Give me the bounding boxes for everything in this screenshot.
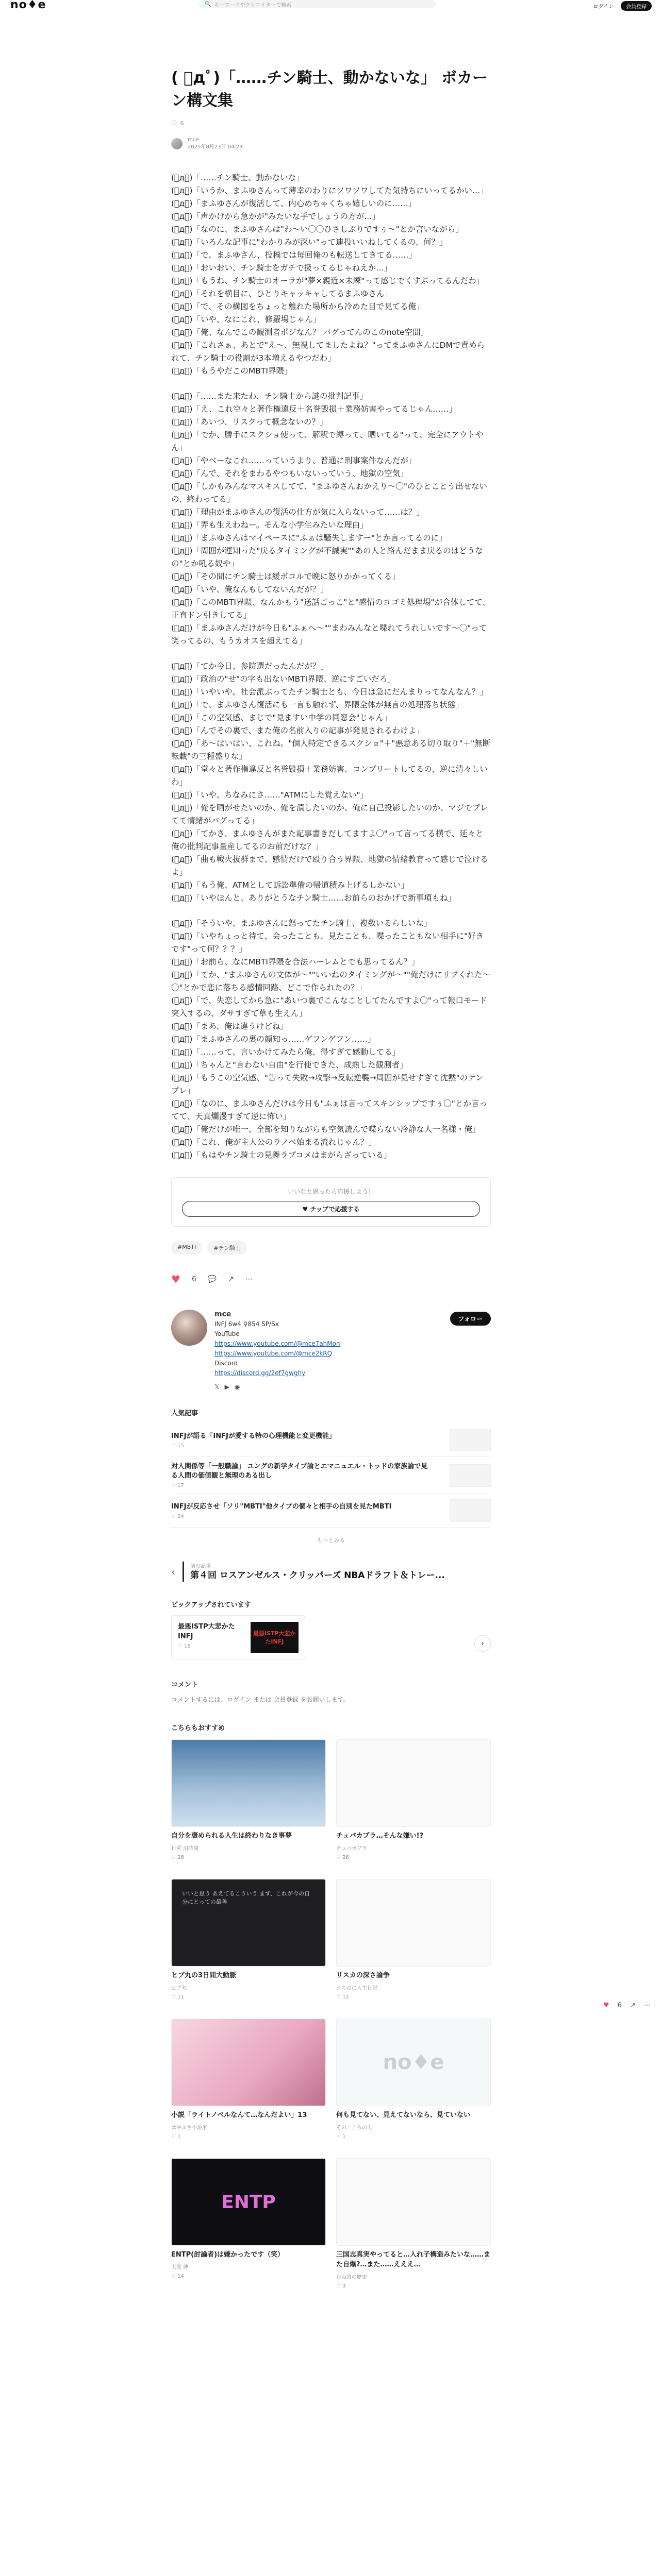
tag-list	[171, 1241, 491, 1255]
chevron-left-icon[interactable]: ‹	[171, 1565, 175, 1578]
body-line: (゚д゚)「曲も戦火抜群まで、感情だけで殴り合う界隈、地獄の情緒教育って感じで泣けるよ」	[171, 855, 488, 877]
rec-image-text: ENTP	[221, 2191, 276, 2213]
body-line: (゚д゚)「もはやチン騎士の見舞ラブコメはまがらざっている」	[171, 1150, 392, 1160]
body-line: (゚д゚)「堂々と著作権違反と名誉毀損＋業務妨害、コンプリートしてるの、逆に清々しいわ」	[171, 765, 488, 787]
signup-button[interactable]: 会員登録	[621, 1, 652, 11]
body-line: (゚д゚)「いろんな記事に"わかりみが深い"って連投いいねしてくるの、何？」	[171, 238, 448, 247]
recommend-likes: ♡ 3	[336, 2283, 346, 2289]
popular-item-title: 対人関係等「一般職論」 ユングの新学タイプ論とエマニュエル・トッドの家族論で見る人間の価値観と無理のある出し	[171, 1463, 428, 1480]
popular-item-title: INFJが語る「INFJが愛する特の心理機能と変更機能」	[171, 1432, 336, 1440]
recommend-title-text: 何も見てない、見えてないなら、見ていない	[336, 2111, 471, 2119]
body-line: (゚д゚)「俺を晒がせたいのか、俺を潰したいのか、俺に自己投影したいのか、マジでブレてて情緒がバグってる」	[171, 803, 488, 825]
pickup-card-title: 最悪ISTP大悲かたINFJ	[178, 1623, 235, 1640]
recommend-card[interactable]	[336, 1879, 491, 2000]
body-line: (゚д゚)「おいおい、チン騎士をガチで扱ってるじゃねえか…」	[171, 263, 392, 273]
rec-image-text: いいと思う あえてるこういう まず、これが今の自分にとっての最善	[182, 1890, 310, 1905]
creator-name[interactable]: mce	[214, 1310, 231, 1318]
series-nav	[171, 1562, 491, 1582]
body-line: (゚д゚)「で、その構図をちょっと離れた場所から冷めた目で見てる俺」	[171, 302, 424, 311]
body-line: (゚д゚)「政治の"せ"の字も出ないMBTI界隈、逆にすごいだろ」	[171, 674, 395, 684]
pickup-section	[171, 1599, 491, 1659]
recommend-thumbnail: no♦e	[336, 2019, 491, 2106]
body-line: (゚д゚)「その間にチン騎士は緩ボコルで晩に怒りかかってくる」	[171, 572, 400, 581]
recommend-card[interactable]	[171, 1879, 326, 2000]
article-title: ( ﾟдﾟ)「……チン騎士、動かないな」 ボカーン構文集	[171, 69, 488, 110]
body-line: (゚д゚)「で、まふゆさん復活にも一言も触れず、界隈全体が無言の処理落ち状態」	[171, 700, 464, 709]
comment-section	[171, 1679, 491, 1704]
recommend-thumbnail	[171, 2158, 326, 2246]
support-text: いいなと思ったら応援しよう！	[287, 1188, 374, 1195]
search-box[interactable]	[198, 0, 436, 8]
recommend-like-count: 1	[342, 2134, 346, 2140]
body-line: (゚д゚)「それを横目に、ひとりキャッキャしてるまふゆさん」	[171, 289, 392, 298]
search-placeholder: キーワードやクリエイターで検索	[214, 2, 292, 8]
action-like-count: 6	[191, 1275, 196, 1283]
body-line: (゚д゚)「もうね、チン騎士のオーラが"夢×親近×未練"って感じでくすぶってるんだわ」	[171, 276, 485, 285]
body-line: (゚д゚)「いや、俺なんもしてないんだが？」	[171, 585, 328, 594]
body-line: (゚д゚)「いや、ちなみにさ……"ATMにした覚えない"」	[171, 790, 369, 800]
recommend-author: まちのに人生日記	[336, 1986, 377, 1991]
recommend-like-count: 11	[177, 1994, 184, 2000]
floating-like	[603, 2002, 651, 2009]
recommend-likes: ♡ 26	[336, 1855, 349, 1860]
popular-item[interactable]	[171, 1457, 491, 1494]
recommend-thumbnail	[171, 1739, 326, 1827]
body-line: (゚д゚)「お前ら、なにMBTI界隈を合法ハーレムとでも思ってるん？」	[171, 957, 420, 967]
popular-item[interactable]	[171, 1423, 491, 1457]
recommend-likes: ♡ 28	[171, 1855, 184, 1860]
body-line: (゚д゚)「声かけから急かが"みたいな手でしょうの方が…」	[171, 212, 380, 221]
top-header	[0, 0, 662, 10]
rss-icon[interactable]: ◉	[234, 1383, 240, 1391]
creator-link-2[interactable]: https://www.youtube.com/@mce2kRQ	[214, 1350, 333, 1357]
body-line: (゚д゚)「んでその裏で、また俺の名前入りの記事が発見されるわけよ」	[171, 726, 424, 735]
pickup-card[interactable]	[171, 1615, 305, 1659]
body-line: (゚д゚)「いやいや、社会派ぶってたチン騎士とも、今日は急にだんまりってなんなん？」	[171, 687, 488, 697]
body-line: (゚д゚)「いやほんと、ありがとうなチン騎士……お前らのおかげで新事項もね」	[171, 893, 456, 903]
tag-chinkishi[interactable]: #チン騎士	[207, 1241, 247, 1255]
popular-item-likes: ♡ 24	[171, 1513, 184, 1519]
body-line: (゚д゚)「このMBTI界隈、なんかもう"送話ごっこ"と"感情のヨゴミ処理場"が合体してて、正直ドン引きしてる」	[171, 598, 490, 620]
recommend-title-text: 自分を褒められる人生は終わりなき事夢	[171, 1832, 292, 1840]
header-actions	[593, 1, 652, 11]
recommend-thumbnail	[171, 2019, 326, 2106]
recommend-author: 大黒 博	[171, 2265, 189, 2270]
tag-mbti[interactable]: #MBTI	[171, 1241, 202, 1255]
series-label: 前の記事	[190, 1564, 211, 1569]
body-line: (゚д゚)「なのに、まふゆさんは"わ〜い〇〇ひさしぶりですぅ〜"とか言いながら」	[171, 225, 464, 234]
author-row	[171, 137, 491, 151]
creator-card	[171, 1310, 491, 1392]
share-icon[interactable]: ↗	[228, 1275, 235, 1283]
popular-thumbnail	[450, 1499, 491, 1522]
popular-item[interactable]	[171, 1494, 491, 1528]
body-line: (゚д゚)「いやちょっと待て、会ったことも、見たことも、喋ったこともない相手に"好きです"って何？？？」	[171, 931, 484, 954]
recommend-thumbnail	[171, 1879, 326, 1967]
creator-stats: INFJ 6w4 ♀854 SP/Sx	[214, 1320, 279, 1328]
float-more-icon[interactable]: ⋯	[643, 2002, 651, 2009]
float-heart-icon[interactable]: ♥	[603, 2002, 609, 2009]
recommend-author: むね宮の歴史	[336, 2275, 367, 2280]
body-line: (゚д゚)「これ、俺が主人公のラノベ始まる流れじゃん？」	[171, 1138, 376, 1147]
body-line: (゚д゚)「まふゆさんの裏の顔知っ……ゲフンゲフン……」	[171, 1035, 376, 1044]
tip-label: チップで応援する	[310, 1206, 360, 1213]
recommend-likes: ♡ 1	[171, 2134, 181, 2140]
body-line: (゚д゚)「……チン騎士、動かないな」	[171, 173, 304, 182]
creator-link-3[interactable]: https://discord.gg/2ef7gwghy	[214, 1369, 306, 1377]
body-line: (゚д゚)「てか今日、参院選だったんだが？」	[171, 662, 328, 671]
body-line: (゚д゚)「もう俺、ATMとして訴訟準備の帰道積み上げるしかない」	[171, 880, 409, 890]
recommend-card[interactable]	[336, 1739, 491, 1860]
tip-button[interactable]	[182, 1201, 480, 1217]
youtube-icon[interactable]: ▶	[224, 1383, 229, 1391]
recommend-likes: ♡ 1	[336, 2134, 346, 2140]
recommend-likes: ♡ 12	[336, 1994, 349, 2000]
body-line: (゚д゚)「いや、なにこれ、修羅場じゃん」	[171, 315, 321, 324]
popular-item-likes: ♡ 15	[171, 1443, 184, 1449]
body-line: (゚д゚)「周囲が運知った"戻るタイミングが不誠実""あの人と絡んだまま戻るのはどうなの"とか吼る奴や」	[171, 546, 483, 568]
body-line: (゚д゚)「そういや、まふゆさんに怒ってたチン騎士、複数いるらしいな」	[171, 919, 432, 928]
pickup-title: ピックアップされています	[171, 1601, 251, 1609]
more-icon[interactable]: ⋯	[245, 1275, 253, 1283]
author-avatar[interactable]	[171, 138, 183, 149]
body-line: (゚д゚)「まふゆさんはマイペースに"ふぁは騒失しますー"とか言ってるのに」	[171, 533, 447, 543]
popular-like-count: 17	[177, 1483, 184, 1488]
pickup-likes: ♡ 18	[178, 1643, 191, 1649]
recommend-author: チュパカブラ	[336, 1846, 367, 1852]
body-line: (゚д゚)「ちゃんと"言わない自由"を行使できた、成熟した観測者」	[171, 1060, 408, 1070]
recommend-card[interactable]	[336, 2019, 491, 2140]
recommend-author: そのこころの人	[336, 2125, 372, 2131]
paragraph-gap	[171, 378, 491, 390]
popular-title: 人気記事	[171, 1410, 198, 1417]
support-box	[171, 1177, 491, 1227]
recommend-like-count: 3	[342, 2283, 346, 2289]
recommend-like-count: 14	[177, 2274, 184, 2279]
popular-like-count: 15	[177, 1443, 184, 1449]
body-line: (゚д゚)「まふゆさんが復活して、内心めちゃくちゃ嬉しいのに……」	[171, 199, 417, 208]
body-line: (゚д゚)「で、失恋してから急に"あいつ裏でこんなことしてたんですよ〇"って報口モード突入するの、ダサすぎて草も生えん」	[171, 996, 487, 1018]
float-share-icon[interactable]: ↗	[630, 2002, 636, 2009]
recommend-author: ヒプ丸	[171, 1986, 187, 1991]
body-line: (゚д゚)「まふゆさんだけが今日も"ふぁへ〜""まわみんなと喋れてうれしいです〜〇"って笑ってるの、もうカオスを超えてる」	[171, 623, 487, 646]
recommend-like-count: 12	[342, 1994, 349, 2000]
recommend-thumbnail	[336, 2158, 491, 2246]
article	[171, 67, 491, 2289]
popular-item-likes: ♡ 17	[171, 1483, 184, 1488]
float-like-count: 6	[617, 2002, 622, 2009]
body-line: (゚д゚)「てか、"まふゆさんの文体が〜""いいねのタイミングが〜""俺だけにリプくれた〜〇"とかで恋に落ちる感情回路、どこで作られたの？」	[171, 970, 490, 992]
recommend-title-text: ヒプ丸の3日間大動脈	[171, 1972, 237, 1979]
recommend-likes: ♡ 11	[171, 1994, 184, 2000]
paragraph-gap	[171, 648, 491, 660]
recommend-title: こちらもおすすめ	[171, 1724, 225, 1732]
body-line: (゚д゚)「まあ、俺は違うけどね」	[171, 1022, 288, 1031]
recommend-thumbnail	[336, 1739, 491, 1827]
chevron-right-icon[interactable]: ›	[474, 1635, 491, 1652]
popular-item-title: INFJが反応させ「ソリ"MBTI"他タイプの個々と相手の自別を見たMBTI	[171, 1502, 392, 1511]
creator-link-1[interactable]: https://www.youtube.com/@mce7ahMon	[214, 1340, 340, 1347]
login-link[interactable]: ログイン	[593, 4, 614, 10]
recommend-like-count: 26	[342, 1855, 349, 1860]
body-line: (゚д゚)「てかさ、まふゆさんがまた記事書きだしてますよ〇"って言ってる横で、延々と俺の批判記事量産してるのお前だけな？」	[171, 829, 484, 851]
follow-button[interactable]: フォロー	[450, 1312, 491, 1326]
pickup-thumbnail: 最悪ISTP大悲かたINFJ	[251, 1622, 299, 1653]
creator-link-label: Discord	[214, 1360, 238, 1367]
recommend-likes: ♡ 14	[171, 2274, 184, 2279]
heart-icon[interactable]: ♡	[171, 120, 177, 127]
tip-icon: ♥	[302, 1206, 310, 1213]
body-line: (゚д゚)「あ〜はいはい、これね。"個人特定できるスクショ"＋"悪意ある切り取り"＋"無断転載"の三種盛りな」	[171, 739, 491, 761]
comment-icon[interactable]: 💬	[207, 1275, 217, 1283]
series-title[interactable]: 第４回 ロスアンゼルス・クリッパーズ NBAドラフト＆トレー...	[190, 1570, 445, 1581]
like-row	[171, 120, 491, 127]
body-line: (゚д゚)「んで、それをまわるやつもいないっていう、地獄の空気」	[171, 469, 408, 478]
body-line: (゚д゚)「俺、なんでこの観測者ポジなん？ バグってんのこのnote空間」	[171, 328, 429, 337]
body-line: (゚д゚)「……また来たわ、チン騎士から謎の批判記事」	[171, 392, 368, 401]
creator-description: YouTube	[214, 1330, 240, 1337]
popular-thumbnail	[450, 1429, 491, 1451]
author-name[interactable]: mce	[188, 137, 199, 143]
popular-thumbnail	[450, 1464, 491, 1487]
body-line: (゚д゚)「もうこの空気感、"告って失敗→攻撃→反転逆襲→周囲が見せすぎて沈黙"のテンプレ」	[171, 1073, 484, 1095]
comment-title: コメント	[171, 1681, 198, 1689]
popular-like-count: 24	[177, 1513, 184, 1519]
body-line: (゚д゚)「もうやだこのMBTI界隈」	[171, 366, 292, 376]
popular-list	[171, 1423, 491, 1528]
social-icons	[214, 1382, 340, 1392]
body-line: (゚д゚)「しかもみんなマスキスしてて、"まふゆさんおかえり〜〇"のひとことう出せないの、終わってる」	[171, 482, 488, 504]
recommend-card[interactable]	[171, 2158, 326, 2289]
body-line: (゚д゚)「理由がまふゆさんの復活の仕方が気に入らないって……は？」	[171, 507, 424, 517]
recommend-title-text: ENTP(討論者)は嫌かったです（笑）	[171, 2251, 285, 2259]
x-icon[interactable]: 𝕏	[214, 1383, 220, 1391]
body-line: (゚д゚)「この空気感、まじで"見ますい中学の同窓会"じゃん」	[171, 713, 392, 722]
recommend-like-count: 1	[177, 2134, 181, 2140]
recommend-grid	[171, 1739, 491, 2289]
recommend-thumbnail	[336, 1879, 491, 1967]
action-bar	[171, 1273, 491, 1296]
like-heart-icon[interactable]: ♥	[171, 1273, 180, 1285]
recommend-title-text: 三国志真実やってると…入れ子構造みたいな……また自爆?…また……えええ…	[336, 2251, 491, 2268]
recommend-card[interactable]	[336, 2158, 491, 2289]
body-line: (゚д゚)「これさぁ、あとで"え〜、無視してましたよね？"ってまふゆさんにDMで責められて、チン騎士の役割が3本増えるやつだわ」	[171, 341, 485, 363]
comment-text: コメントするには、ログイン または 会員登録 をお願いします。	[171, 1696, 350, 1703]
recommend-author: 日常 沼時間	[171, 1846, 199, 1852]
body-line: (゚д゚)「俺だけが唯一、全部を知りながらも空気読んで喋らない冷静な人一名様・俺」	[171, 1125, 481, 1134]
recommend-card[interactable]	[171, 1739, 326, 1860]
body-line: (゚д゚)「いうか、まふゆさんって薄幸のわりにソワソワしてた気持ちにいってるかい…」	[171, 186, 488, 195]
body-line: (゚д゚)「やべーなこれ……っていうより、普通に刑事案件なんだが」	[171, 456, 417, 465]
like-count: 6	[180, 120, 184, 127]
paragraph-gap	[171, 905, 491, 917]
body-line: (゚д゚)「で、まふゆさん、投稿では毎回俺のも転送してきてる……」	[171, 250, 417, 260]
article-body	[171, 172, 491, 1162]
recommend-title-text: チュパカブラ…そんな嫌い!?	[336, 1832, 424, 1840]
search-icon: 🔍	[205, 1, 211, 7]
body-line: (゚д゚)「……って、言いかけてみたら俺、得すぎて感動してる」	[171, 1047, 401, 1057]
body-line: (゚д゚)「あいつ、リスクって概念ないの？」	[171, 417, 328, 427]
more-link[interactable]: もっとみる	[317, 1537, 345, 1544]
body-line: (゚д゚)「え、これ空々と著作権違反＋名誉毀損＋業務妨害やってるじゃん……」	[171, 404, 457, 414]
body-line: (゚д゚)「でか、勝手にスクショ使って、解釈で縛って、晒いてる"って、完全にアウトやん」	[171, 430, 484, 452]
pickup-like-count: 18	[184, 1643, 191, 1649]
post-date: 2025年8月23日 04:23	[188, 144, 243, 150]
body-line: (゚д゚)「弄も生えわねー。そんな小学生みたいな理由」	[171, 520, 368, 530]
note-logo[interactable]: no♦e	[10, 0, 46, 11]
recommend-card[interactable]	[171, 2019, 326, 2140]
creator-avatar[interactable]	[171, 1310, 207, 1346]
body-line: (゚д゚)「なのに、まふゆさんだけは今日も"ふぁは言ってスキンシップですぅ〇"とか言ってて、天真爛漫すぎて逆に怖い」	[171, 1099, 487, 1121]
recommend-title-text: リスカの深さ論争	[336, 1972, 390, 1979]
recommend-title-text: 小説「ライトノベルなんて…なんだよい」13	[171, 2111, 307, 2119]
recommend-like-count: 28	[177, 1855, 184, 1860]
recommend-author: はやぶさ小説家	[171, 2125, 207, 2131]
